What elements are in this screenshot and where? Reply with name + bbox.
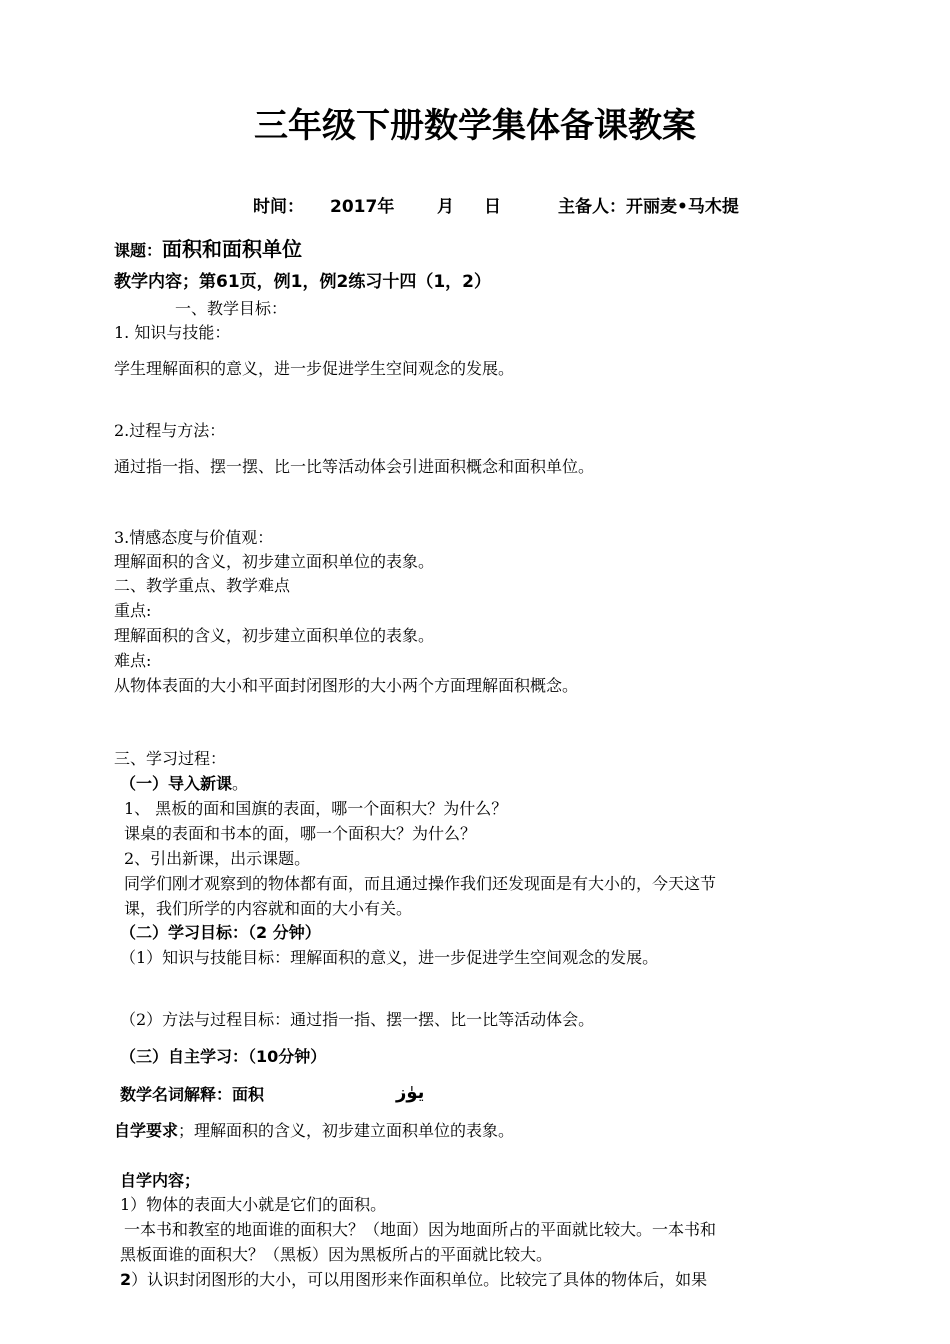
goal2-text: 通过指一指、摆一摆、比一比等活动体会引进面积概念和面积单位。 [114,457,595,476]
document-title: 三年级下册数学集体备课教案 [254,106,696,146]
part1-heading [120,773,248,795]
study-requirement [114,1120,514,1142]
content-item2-line2: 黑板面谁的面积大？（黑板）因为黑板所占的平面就比较大。 [120,1245,553,1264]
goal1-label: 1. 知识与技能： [114,323,231,342]
content-item3-text: ）认识封闭图形的大小，可以用图形来作面积单位。比较完了具体的物体后，如果 [131,1270,708,1289]
content-item2-line1: 一本书和教室的地面谁的面积大？（地面）因为地面所占的平面就比较大。一本书和 [124,1220,717,1239]
teaching-content: 教学内容；第61页，例1，例2练习十四（1，2） [114,272,491,292]
year-value: 2017年 [330,197,395,217]
section1-heading: 一、教学目标： [175,299,288,318]
part1-heading-tail: 。 [232,774,249,793]
requirement-label: 自学要求 [114,1121,179,1140]
difficulty-label: 难点: [114,651,152,670]
part2-heading: （二）学习目标：（2 分钟） [120,923,321,942]
part1-question3: 2、引出新课，出示课题。 [124,849,311,868]
key-text: 理解面积的含义，初步建立面积单位的表象。 [114,626,435,645]
part1-text-line1: 同学们刚才观察到的物体都有面，而且通过操作我们还发现面是有大小的，今天这节 [124,874,717,893]
part1-text-line2: 课，我们所学的内容就和面的大小有关。 [124,899,413,918]
content-item3-number: 2 [120,1270,132,1289]
goal3-text: 理解面积的含义，初步建立面积单位的表象。 [114,552,435,571]
study-content-label: 自学内容； [120,1171,201,1190]
content-item3 [120,1269,707,1291]
time-label: 时间： [253,197,304,217]
content-item1: 1）物体的表面大小就是它们的面积。 [120,1195,387,1214]
section3-heading: 三、学习过程： [114,749,227,768]
meta-line [0,196,950,220]
topic-label: 课题： [114,241,163,260]
requirement-text: ；理解面积的含义，初步建立面积单位的表象。 [178,1121,515,1140]
topic-line [114,236,302,264]
term-uyghur: يۈز [396,1082,425,1103]
part2-goal1: （1）知识与技能目标：理解面积的意义，进一步促进学生空间观念的发展。 [120,948,659,967]
key-label: 重点: [114,601,152,620]
topic-value: 面积和面积单位 [162,237,303,261]
part1-question2: 课桌的表面和书本的面，哪一个面积大？为什么？ [124,824,477,843]
part2-goal2: （2）方法与过程目标：通过指一指、摆一摆、比一比等活动体会。 [120,1010,595,1029]
section2-heading: 二、教学重点、教学难点 [114,576,291,595]
term-label: 数学名词解释：面积 [120,1085,265,1104]
preparer: 主备人：开丽麦•马木提 [558,197,739,217]
goal3-label: 3.情感态度与价值观： [114,528,274,547]
part1-heading-text: （一）导入新课 [120,774,233,793]
goal1-text: 学生理解面积的意义，进一步促进学生空间观念的发展。 [114,359,515,378]
part1-question1: 1、 黑板的面和国旗的表面，哪一个面积大？为什么？ [124,799,508,818]
goal2-label: 2.过程与方法： [114,421,226,440]
part3-heading: （三）自主学习：（10分钟） [120,1047,327,1066]
difficulty-text: 从物体表面的大小和平面封闭图形的大小两个方面理解面积概念。 [114,676,579,695]
day-label: 日 [484,197,501,217]
month-label: 月 [437,197,454,217]
